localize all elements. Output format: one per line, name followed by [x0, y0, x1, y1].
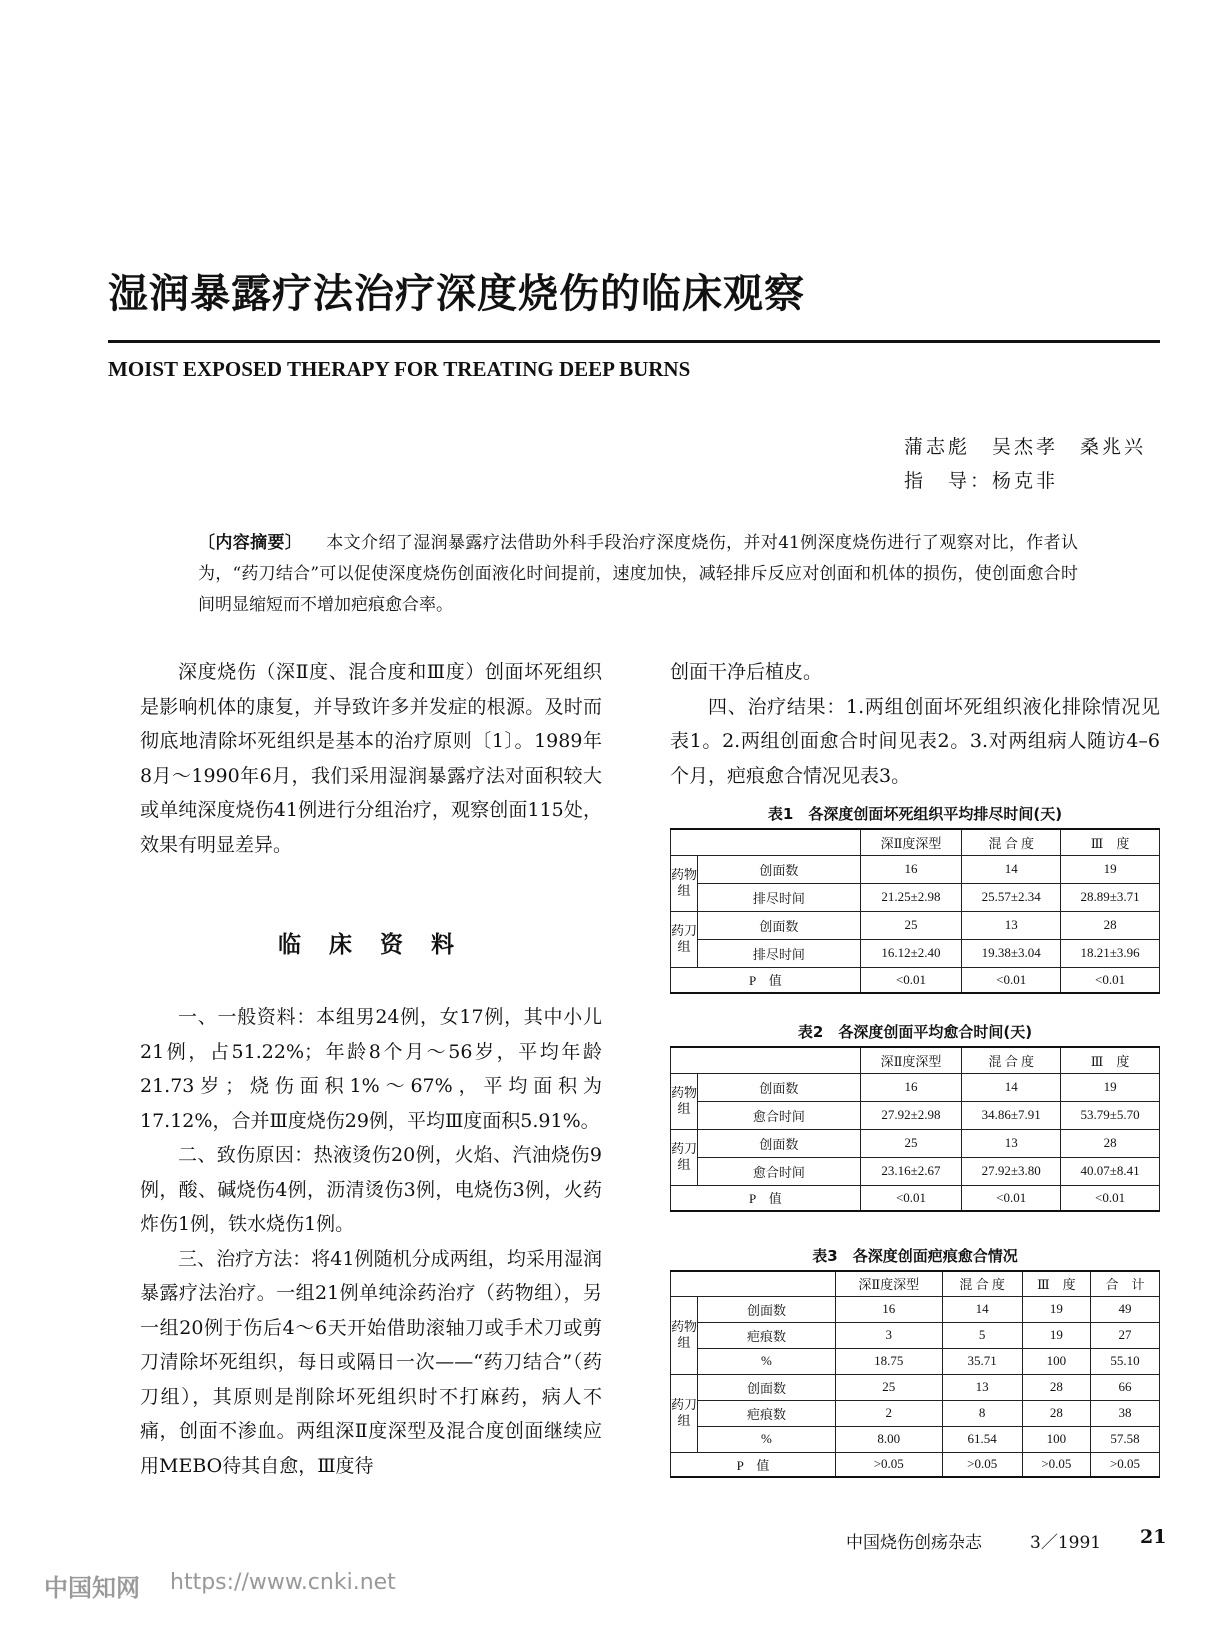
row-label: 愈合时间	[698, 1101, 861, 1129]
table-cell: 35.71	[942, 1348, 1022, 1374]
table-cell: 19	[1022, 1322, 1090, 1348]
footer-journal: 中国烧伤创疡杂志	[846, 1533, 982, 1553]
table-cell: 18.21±3.96	[1061, 939, 1160, 967]
group-label: 药物组	[671, 855, 698, 911]
row-label: 创面数	[698, 855, 861, 883]
intro-paragraph: 深度烧伤（深Ⅱ度、混合度和Ⅲ度）创面坏死组织是影响机体的康复，并导致许多并发症的根源。及时而彻底地清除坏死组织是基本的治疗原则〔1〕。1989年8月～1990年6月，我们采用湿润暴露疗法对面积较大或单纯深度烧伤41例进行分组治疗，观察创面115处，效果有明显差异。	[140, 661, 602, 856]
row-label: %	[698, 1426, 836, 1452]
table-corner	[671, 829, 861, 855]
row-label: 愈合时间	[698, 1157, 861, 1185]
table-cell: 8	[942, 1400, 1022, 1426]
table-cell: 16.12±2.40	[860, 939, 962, 967]
table-cell: <0.01	[860, 967, 962, 993]
table-cell: 53.79±5.70	[1061, 1101, 1160, 1129]
group-label: 药刀组	[671, 1129, 698, 1185]
table-cell: 3	[835, 1322, 942, 1348]
row-label: 排尽时间	[698, 939, 861, 967]
table-header: 混 合 度	[962, 1047, 1061, 1073]
p-value-label: P 值	[671, 967, 861, 993]
row-label: 创面数	[698, 1296, 836, 1322]
table-cell: 100	[1022, 1348, 1090, 1374]
abstract-text: 本文介绍了湿润暴露疗法借助外科手段治疗深度烧伤，并对41例深度烧伤进行了观察对比，作者认为，“药刀结合”可以促使深度烧伤创面液化时间提前，速度加快，减轻排斥反应对创面和机体的损伤，使创面愈合时间明显缩短而不增加疤痕愈合率。	[198, 533, 1078, 615]
table-cell: <0.01	[860, 1185, 962, 1211]
table1-caption: 表1 各深度创面坏死组织平均排尽时间(天)	[767, 805, 1063, 823]
right-column	[670, 655, 1160, 793]
table-cell: 28	[1022, 1400, 1090, 1426]
table-cell: 25.57±2.34	[962, 883, 1061, 911]
paragraph-results: 四、治疗结果：1.两组创面坏死组织液化排除情况见表1。2.两组创面愈合时间见表2。3.对两组病人随访4–6个月，疤痕愈合情况见表3。	[670, 695, 1160, 787]
table-cell: 8.00	[835, 1426, 942, 1452]
row-label: 排尽时间	[698, 883, 861, 911]
table-header: Ⅲ 度	[1061, 829, 1160, 855]
table-cell: <0.01	[962, 1185, 1061, 1211]
table-corner	[671, 1271, 836, 1296]
advisor: 指 导：杨克非	[904, 470, 1059, 492]
cnki-url: https://www.cnki.net	[170, 1570, 396, 1595]
table3	[670, 1270, 1160, 1478]
table-cell: 28	[1061, 911, 1160, 939]
table-cell: 19	[1061, 855, 1160, 883]
table1	[670, 828, 1160, 994]
section-heading: 临 床 资 料	[277, 932, 465, 958]
table-cell: 16	[860, 855, 962, 883]
table-cell: <0.01	[1061, 967, 1160, 993]
table-cell: 19	[1022, 1296, 1090, 1322]
table-cell: >0.05	[1022, 1452, 1090, 1477]
table-cell: 13	[942, 1374, 1022, 1400]
row-label: 疤痕数	[698, 1400, 836, 1426]
footer-issue: 3／1991	[1030, 1533, 1102, 1553]
group-label: 药刀组	[671, 1374, 698, 1452]
table-header: Ⅲ 度	[1022, 1271, 1090, 1296]
table-cell: 38	[1090, 1400, 1159, 1426]
group-label: 药刀组	[671, 911, 698, 967]
table-cell: 66	[1090, 1374, 1159, 1400]
table-cell: 19	[1061, 1073, 1160, 1101]
table-cell: 27.92±3.80	[962, 1157, 1061, 1185]
row-label: 创面数	[698, 911, 861, 939]
table-cell: 14	[962, 1073, 1061, 1101]
table-cell: 57.58	[1090, 1426, 1159, 1452]
table-header: 深Ⅱ度深型	[860, 829, 962, 855]
table2	[670, 1046, 1160, 1212]
table-cell: 28	[1061, 1129, 1160, 1157]
table-cell: 40.07±8.41	[1061, 1157, 1160, 1185]
table-cell: 13	[962, 1129, 1061, 1157]
paragraph-methods: 三、治疗方法：将41例随机分成两组，均采用湿润暴露疗法治疗。一组21例单纯涂药治疗（药物组），另一组20例于伤后4～6天开始借助滚轴刀或手术刀或剪刀清除坏死组织，每日或隔日一次——“药刀结合”（药刀组），其原则是削除坏死组织时不打麻药，病人不痛，创面不渗血。两组深Ⅱ度深型及混合度创面继续应用MEBO待其自愈，Ⅲ度待	[140, 1247, 602, 1477]
table-cell: >0.05	[942, 1452, 1022, 1477]
table-cell: 5	[942, 1322, 1022, 1348]
table-cell: <0.01	[962, 967, 1061, 993]
table-cell: 13	[962, 911, 1061, 939]
authors: 蒲志彪 吴杰孝 桑兆兴	[904, 436, 1147, 458]
table-cell: 34.86±7.91	[962, 1101, 1061, 1129]
table-cell: 16	[835, 1296, 942, 1322]
paragraph-causes: 二、致伤原因：热液烫伤20例，火焰、汽油烧伤9例，酸、碱烧伤4例，沥清烫伤3例，电烧伤3例，火药炸伤1例，铁水烧伤1例。	[140, 1144, 602, 1235]
paragraph-continued: 创面干净后植皮。	[670, 661, 823, 683]
row-label: %	[698, 1348, 836, 1374]
title-rule	[108, 340, 1160, 343]
table-header: 深Ⅱ度深型	[860, 1047, 962, 1073]
group-label: 药物组	[671, 1073, 698, 1129]
group-label: 药物组	[671, 1296, 698, 1374]
table-header: 深Ⅱ度深型	[835, 1271, 942, 1296]
table-cell: 28	[1022, 1374, 1090, 1400]
table-cell: 55.10	[1090, 1348, 1159, 1374]
table-corner	[671, 1047, 861, 1073]
table-cell: 14	[942, 1296, 1022, 1322]
table-cell: 28.89±3.71	[1061, 883, 1160, 911]
table-cell: 25	[860, 911, 962, 939]
page-number: 21	[1140, 1526, 1167, 1548]
left-column-intro	[140, 655, 602, 862]
table-cell: 14	[962, 855, 1061, 883]
table-header: 混 合 度	[942, 1271, 1022, 1296]
abstract-label: 〔内容摘要〕	[198, 533, 303, 553]
table2-caption: 表2 各深度创面平均愈合时间(天)	[797, 1023, 1033, 1041]
abstract	[198, 528, 1078, 621]
table-cell: 27.92±2.98	[860, 1101, 962, 1129]
table-cell: 21.25±2.98	[860, 883, 962, 911]
table-cell: 2	[835, 1400, 942, 1426]
table-cell: 25	[835, 1374, 942, 1400]
table-header: 合 计	[1090, 1271, 1159, 1296]
left-column-body	[140, 1000, 602, 1483]
p-value-label: P 值	[671, 1185, 861, 1211]
cnki-logo: 中国知网	[44, 1574, 140, 1602]
table-header: 混 合 度	[962, 829, 1061, 855]
table-header: Ⅲ 度	[1061, 1047, 1160, 1073]
p-value-label: P 值	[671, 1452, 836, 1477]
table-cell: 49	[1090, 1296, 1159, 1322]
table3-caption: 表3 各深度创面疤痕愈合情况	[812, 1247, 1018, 1265]
table-cell: 19.38±3.04	[962, 939, 1061, 967]
row-label: 疤痕数	[698, 1322, 836, 1348]
table-cell: >0.05	[1090, 1452, 1159, 1477]
table-cell: 27	[1090, 1322, 1159, 1348]
row-label: 创面数	[698, 1129, 861, 1157]
table-cell: 61.54	[942, 1426, 1022, 1452]
article-title: 湿润暴露疗法治疗深度烧伤的临床观察	[108, 271, 805, 317]
table-cell: <0.01	[1061, 1185, 1160, 1211]
table-cell: 25	[860, 1129, 962, 1157]
row-label: 创面数	[698, 1374, 836, 1400]
row-label: 创面数	[698, 1073, 861, 1101]
table-cell: >0.05	[835, 1452, 942, 1477]
paragraph-general: 一、一般资料：本组男24例，女17例，其中小儿21例，占51.22%；年龄8个月～56岁，平均年龄21.73岁；烧伤面积1%～67%，平均面积为17.12%，合并Ⅲ度烧伤29例，平均Ⅲ度面积5.91%。	[140, 1006, 602, 1132]
table-cell: 16	[860, 1073, 962, 1101]
table-cell: 23.16±2.67	[860, 1157, 962, 1185]
table-cell: 18.75	[835, 1348, 942, 1374]
article-title-en: MOIST EXPOSED THERAPY FOR TREATING DEEP BURNS	[108, 357, 691, 381]
table-cell: 100	[1022, 1426, 1090, 1452]
